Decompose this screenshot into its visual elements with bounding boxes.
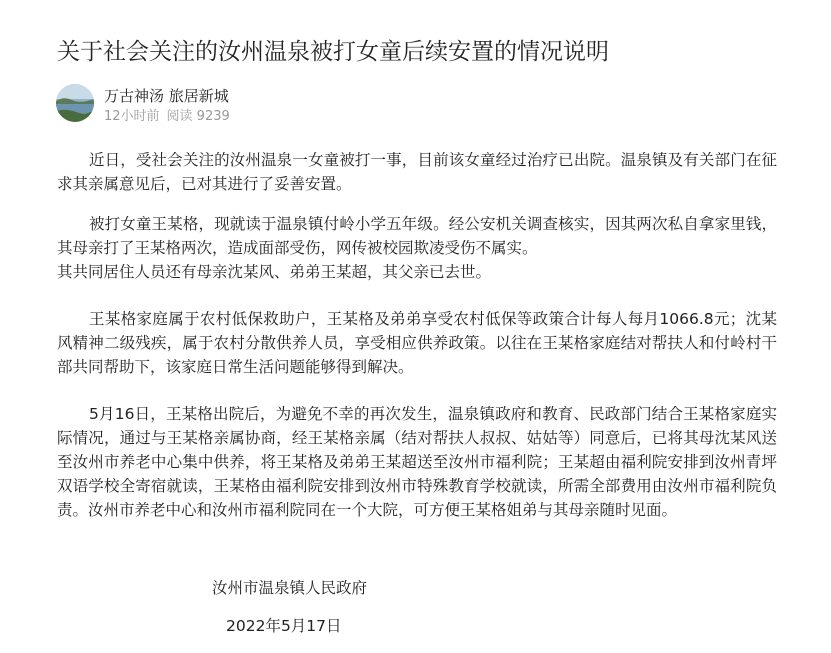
paragraph-4: [57, 402, 777, 522]
paragraph-2: [57, 212, 777, 284]
paragraph-text: 5月16日，王某格出院后，为避免不幸的再次发生，温泉镇政府和教育、民政部门结合王某格家庭实际情况，通过与王某格亲属协商，经王某格亲属（结对帮扶人叔叔、姑姑等）同意后，已将其母沈某风送至汝州市养老中心集中供养，将王某格及弟弟王某超送至汝州市福利院；王某超由福利院安排到汝州青坪双语学校全寄宿就读，王某格由福利院安排到汝州市特殊教育学校就读，所需全部费用由汝州市福利院负责。汝州市养老中心和汝州市福利院同在一个大院，可方便王某格姐弟与其母亲随时见面。: [57, 405, 777, 519]
paragraph-text: 王某格家庭属于农村低保救助户，王某格及弟弟享受农村低保等政策合计每人每月1066.8元；沈某风精神二级残疾，属于农村分散供养人员，享受相应供养政策。以往在王某格家庭结对帮扶人和付岭村干部共同帮助下，该家庭日常生活问题能够得到解决。: [57, 310, 777, 376]
paragraph-text: 被打女童王某格，现就读于温泉镇付岭小学五年级。经公安机关调查核实，因其两次私自拿家里钱，其母亲打了王某格两次，造成面部受伤，网传被校园欺凌受伤不属实。: [57, 215, 777, 257]
paragraph-3: [57, 307, 777, 379]
avatar-landscape-image: [56, 84, 94, 122]
paragraph-1: [57, 148, 777, 196]
paragraph-text: 近日，受社会关注的汝州温泉一女童被打一事，目前该女童经过治疗已出院。温泉镇及有关部门在征求其亲属意见后，已对其进行了妥善安置。: [57, 151, 777, 193]
author-avatar[interactable]: [56, 84, 94, 122]
signature-organization: 汝州市温泉镇人民政府: [212, 579, 368, 597]
author-name[interactable]: 万古神汤 旅居新城: [104, 87, 229, 105]
read-count: 阅读 9239: [166, 109, 230, 124]
article-meta: [104, 108, 230, 126]
paragraph-continuation: 其共同居住人员还有母亲沈某风、弟弟王某超，其父亲已去世。: [57, 263, 492, 281]
signature-date: 2022年5月17日: [226, 617, 342, 635]
article-title: 关于社会关注的汝州温泉被打女童后续安置的情况说明: [57, 39, 609, 65]
publish-time: 12小时前: [104, 109, 160, 124]
